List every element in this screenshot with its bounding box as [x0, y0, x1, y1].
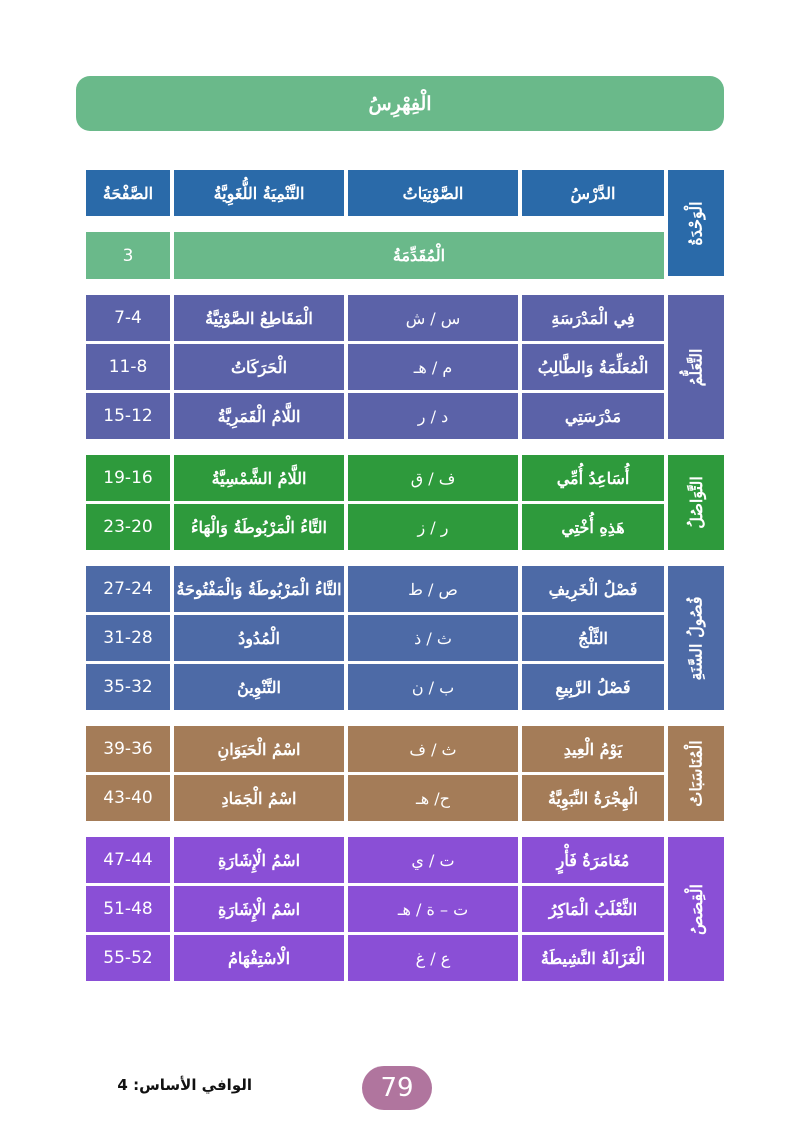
header-lesson: الدَّرْسُ — [522, 170, 664, 216]
header-unit — [668, 170, 724, 276]
row-lesson: الثَّعْلَبُ الْمَاكِرُ — [522, 886, 664, 932]
row-language: اسْمُ الْإِشَارَةِ — [174, 886, 344, 932]
row-lesson: فَصْلُ الْخَرِيفِ — [522, 566, 664, 612]
row-lesson: الْغَزَالَةُ النَّشِيطَةُ — [522, 935, 664, 981]
row-language: الْحَرَكَاتُ — [174, 344, 344, 390]
intro-label: الْمُقَدِّمَةُ — [174, 232, 664, 279]
row-page: 43-40 — [86, 775, 170, 821]
row-language: التَّنْوِينُ — [174, 664, 344, 710]
row-page: 55-52 — [86, 935, 170, 981]
row-sounds: س / ش — [348, 295, 518, 341]
row-page: 27-24 — [86, 566, 170, 612]
row-lesson: هَذِهِ أُخْتِي — [522, 504, 664, 550]
book-title: الوافي الأساس: 4 — [117, 1076, 252, 1094]
row-lesson: الْهِجْرَةُ النَّبَوِيَّةُ — [522, 775, 664, 821]
row-page: 7-4 — [86, 295, 170, 341]
row-sounds: ب / ن — [348, 664, 518, 710]
row-sounds: ص / ط — [348, 566, 518, 612]
row-lesson: الثَّلْجُ — [522, 615, 664, 661]
unit-0 — [668, 295, 724, 439]
row-sounds: ت – ة / هـ — [348, 886, 518, 932]
row-lesson: مُغَامَرَةُ فَأْرٍ — [522, 837, 664, 883]
row-lesson: فَصْلُ الرَّبِيعِ — [522, 664, 664, 710]
row-page: 11-8 — [86, 344, 170, 390]
unit-4 — [668, 837, 724, 981]
row-sounds: ف / ق — [348, 455, 518, 501]
row-language: اسْمُ الْإِشَارَةِ — [174, 837, 344, 883]
row-language: الْاسْتِفْهَامُ — [174, 935, 344, 981]
row-sounds: ث / ف — [348, 726, 518, 772]
unit-3 — [668, 726, 724, 821]
unit-2 — [668, 566, 724, 710]
row-page: 51-48 — [86, 886, 170, 932]
page-number-badge: 79 — [362, 1066, 432, 1110]
header-sounds: الصَّوْتِيَاتُ — [348, 170, 518, 216]
unit-3-label: الْمُنَاسَبَاتُ — [686, 740, 706, 807]
row-language: التَّاءُ الْمَرْبُوطَةُ وَالْهَاءُ — [174, 504, 344, 550]
row-sounds: ت / ي — [348, 837, 518, 883]
header-page: الصَّفْحَةُ — [86, 170, 170, 216]
header-language: التَّنْمِيَةُ اللُّغَوِيَّةُ — [174, 170, 344, 216]
row-sounds: م / هـ — [348, 344, 518, 390]
row-language: الْمُدُودُ — [174, 615, 344, 661]
row-page: 35-32 — [86, 664, 170, 710]
unit-0-label: التَّعَلُّمُ — [686, 348, 706, 386]
row-language: اسْمُ الْجَمَادِ — [174, 775, 344, 821]
row-language: التَّاءُ الْمَرْبُوطَةُ وَالْمَفْتُوحَةُ — [174, 566, 344, 612]
intro-page: 3 — [86, 232, 170, 279]
header-unit-label: الْوَحْدَةُ — [686, 200, 706, 246]
row-sounds: ح/ هـ — [348, 775, 518, 821]
row-lesson: يَوْمُ الْعِيدِ — [522, 726, 664, 772]
row-lesson: مَدْرَسَتِي — [522, 393, 664, 439]
row-sounds: ع / غ — [348, 935, 518, 981]
row-sounds: ث / ذ — [348, 615, 518, 661]
row-page: 15-12 — [86, 393, 170, 439]
unit-1 — [668, 455, 724, 550]
row-language: الْمَقَاطِعُ الصَّوْتِيَّةُ — [174, 295, 344, 341]
row-lesson: أُسَاعِدُ أُمِّي — [522, 455, 664, 501]
row-lesson: الْمُعَلِّمَةُ وَالطَّالِبُ — [522, 344, 664, 390]
row-page: 31-28 — [86, 615, 170, 661]
row-sounds: ر / ز — [348, 504, 518, 550]
row-page: 19-16 — [86, 455, 170, 501]
page-title: الْفِهْرِسُ — [76, 76, 724, 131]
row-language: اللَّامُ الْقَمَرِيَّةُ — [174, 393, 344, 439]
unit-2-label: فُصُولُ السَّنَةِ — [686, 596, 706, 680]
row-page: 47-44 — [86, 837, 170, 883]
unit-4-label: الْقِصَصُ — [686, 883, 706, 935]
row-lesson: فِي الْمَدْرَسَةِ — [522, 295, 664, 341]
row-page: 39-36 — [86, 726, 170, 772]
row-sounds: د / ر — [348, 393, 518, 439]
row-page: 23-20 — [86, 504, 170, 550]
row-language: اللَّامُ الشَّمْسِيَّةُ — [174, 455, 344, 501]
unit-1-label: التَّوَاصُلُ — [686, 476, 706, 529]
row-language: اسْمُ الْحَيَوَانِ — [174, 726, 344, 772]
